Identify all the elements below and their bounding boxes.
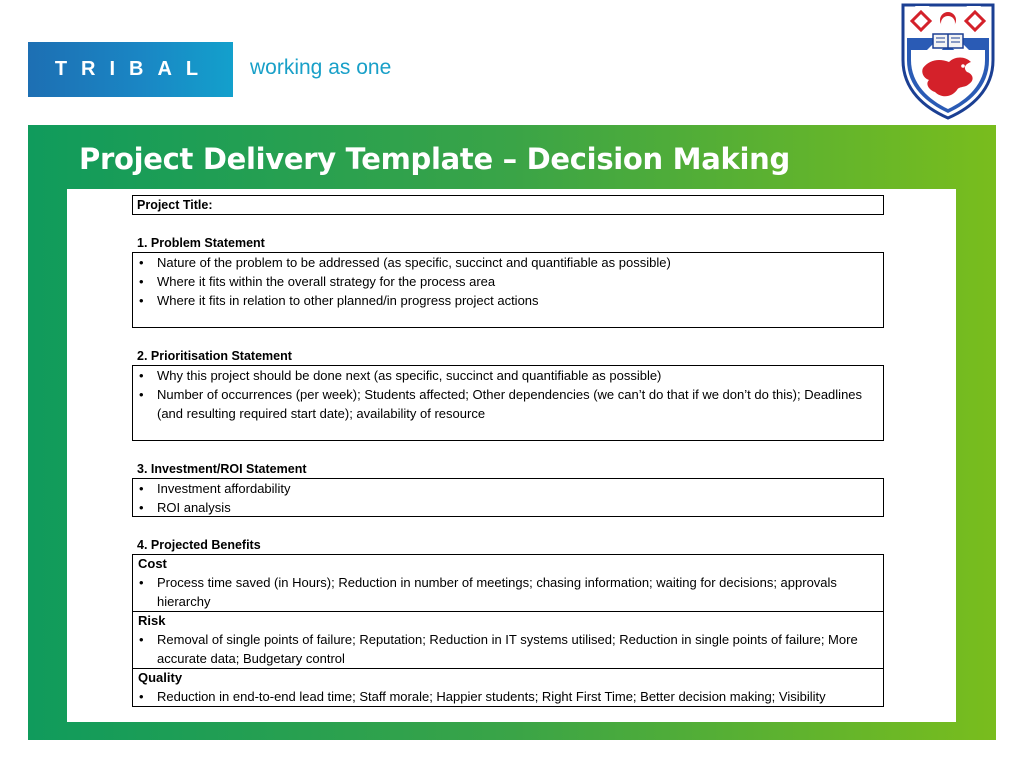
university-crest-icon — [899, 2, 997, 120]
bullet-item: • Where it fits within the overall strategy for the process area — [133, 272, 883, 291]
section-heading-prioritisation: 2. Prioritisation Statement — [137, 349, 292, 363]
benefit-group-risk[interactable] — [133, 611, 883, 668]
bullet-item: • ROI analysis — [133, 498, 883, 517]
bullet-item: • Reduction in end-to-end lead time; Staff morale; Happier students; Right First Time; Better decision making; Visibility — [133, 687, 883, 706]
problem-statement-box[interactable] — [132, 252, 884, 328]
bullet-item: • Removal of single points of failure; Reputation; Reduction in IT systems utilised; Reduction in single points of failure; More accurate data; Budgetary control — [133, 630, 883, 668]
section-heading-investment: 3. Investment/ROI Statement — [137, 462, 307, 476]
investment-roi-box[interactable] — [132, 478, 884, 517]
section-heading-problem: 1. Problem Statement — [137, 236, 265, 250]
benefit-group-label: Quality — [138, 670, 183, 685]
bullet-item: • Process time saved (in Hours); Reduction in number of meetings; chasing information; waiting for decisions; approvals hierarchy — [133, 573, 883, 611]
benefit-group-cost[interactable] — [133, 555, 883, 611]
bullet-item: • Why this project should be done next (as specific, succinct and quantifiable as possible) — [133, 366, 883, 385]
tagline: working as one — [250, 56, 392, 79]
benefit-group-quality[interactable] — [133, 668, 883, 706]
tribal-logo-text: TRIBAL — [54, 58, 213, 80]
prioritisation-statement-box[interactable] — [132, 365, 884, 441]
project-title-label: Project Title: — [137, 198, 213, 212]
bullet-item: • Nature of the problem to be addressed (as specific, succinct and quantifiable as possible) — [133, 253, 883, 272]
bullet-item: • Where it fits in relation to other planned/in progress project actions — [133, 291, 883, 310]
section-heading-benefits: 4. Projected Benefits — [137, 538, 261, 552]
project-delivery-template-form — [132, 195, 884, 707]
bullet-item: • Investment affordability — [133, 479, 883, 498]
projected-benefits-box — [132, 554, 884, 707]
bullet-item: • Number of occurrences (per week); Students affected; Other dependencies (we can’t do that if we don’t do this); Deadlines (and resulting required start date); availability of resource — [133, 385, 883, 423]
benefit-group-label: Cost — [138, 556, 167, 571]
slide-title: Project Delivery Template – Decision Making — [79, 142, 790, 176]
tribal-logo — [28, 42, 233, 97]
project-title-field[interactable] — [132, 195, 884, 215]
benefit-group-label: Risk — [138, 613, 166, 628]
